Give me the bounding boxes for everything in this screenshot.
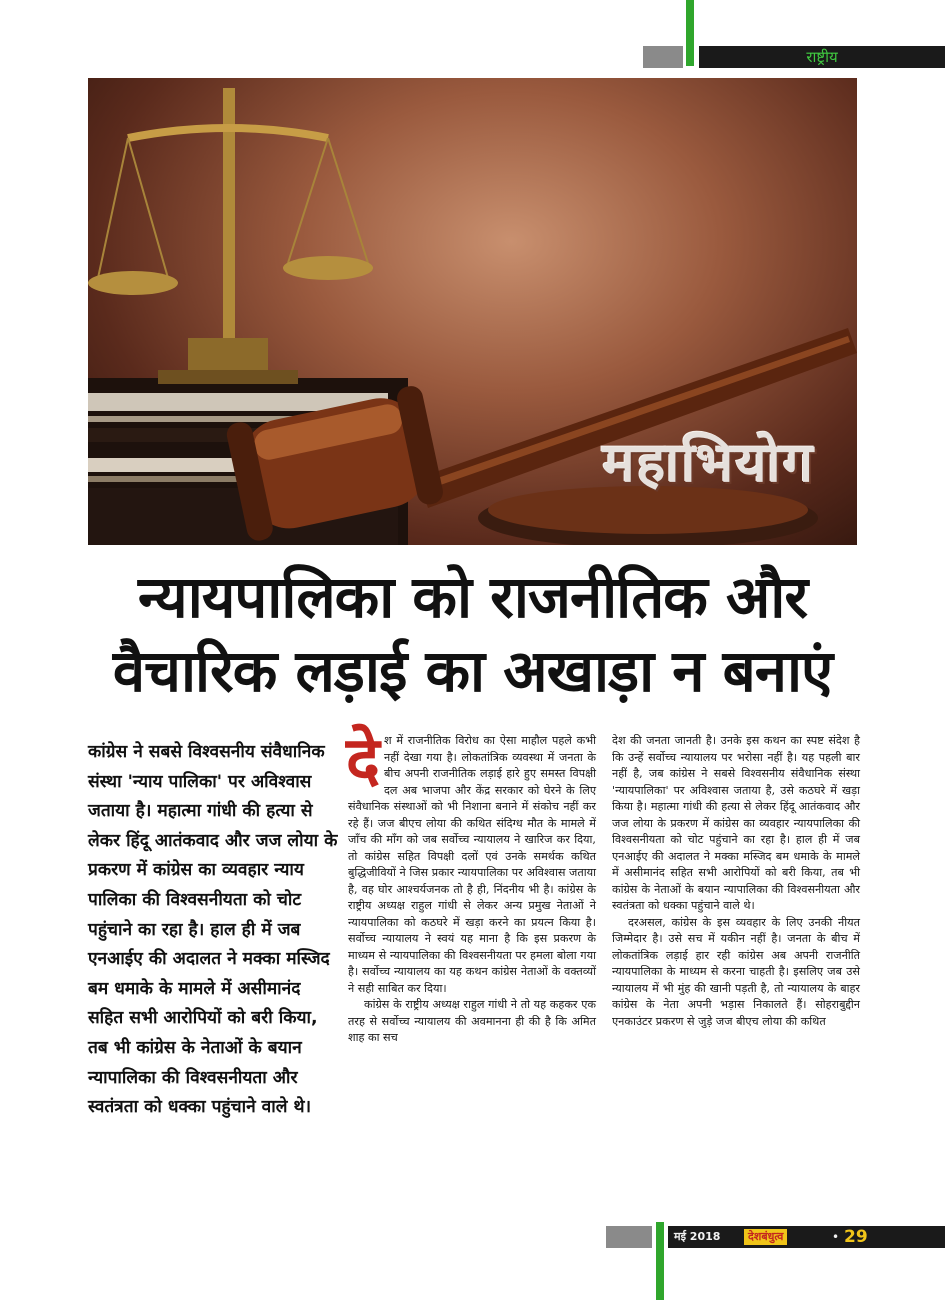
magazine-logo: देशबंधुत्व [744,1229,787,1245]
footer-bar [668,1226,945,1248]
footer-green-line [656,1222,664,1300]
section-label: राष्ट्रीय [806,48,838,66]
body-column-1 [346,724,596,1047]
headline-line-2: वैचारिक लड़ाई का अखाड़ा न बनाएं [112,637,833,705]
body-paragraph [346,724,596,997]
hero-overlay-word: महाभियोग [602,430,815,494]
body-paragraph: दरअसल, कांग्रेस के इस व्यवहार के लिए उनकी नीयत जिम्मेदार है। उसे सच में यकीन नहीं है। जनता के बीच में लोकतांत्रिक लड़ाई हार रही कांग्रेस अब अपनी राजनीति न्यायपालिका के माध्यम से करना चाहती है। इसलिए जब उसे न्यायालय में भी मुंह की खानी पड़ती है, तो न्यायालय के बाहर कांग्रेस के नेता अपनी भड़ास निकालते हैं। सोहराबुद्दीन एनकाउंटर प्रकरण से जुड़े जज बीएच लोया की कथित [612,915,860,1028]
section-bar [699,46,945,68]
drop-cap: दे [346,724,380,798]
page-number: 29 [844,1227,868,1247]
footer-grey-block [606,1226,652,1248]
pullquote-column: कांग्रेस ने सबसे विश्वसनीय संवैधानिक संस्था 'न्याय पालिका' पर अविश्वास जताया है। महात्मा गांधी की हत्या से लेकर हिंदू आतंकवाद और जज लोया के प्रकरण में कांग्रेस का व्यवहार न्याय पालिका की विश्वसनीयता को चोट पहुंचाने का रहा है। हाल ही में जब एनआईए की अदालत ने मक्का मस्जिद बम धमाके के मामले में असीमानंद सहित सभी आरोपियों को बरी किया, तब भी कांग्रेस के नेताओं के बयान न्यापालिका की विश्वसनीयता और स्वतंत्रता को धक्का पहुंचाने वाले थे। [88,742,338,1118]
article-headline [60,560,885,708]
headline-line-1: न्यायपालिका को राजनीतिक और [137,563,808,631]
header-grey-block [643,46,683,68]
body-column-2 [612,733,860,1030]
body-paragraph: कांग्रेस के राष्ट्रीय अध्यक्ष राहुल गांधी ने तो यह कहकर एक तरह से सर्वोच्च न्यायालय की अवमानना ही की है कि अमित शाह का सच [348,998,596,1044]
issue-date: मई 2018 [674,1230,721,1243]
body-paragraph-text: श में राजनीतिक विरोध का ऐसा माहौल पहले कभी नहीं देखा गया है। लोकतांत्रिक व्यवस्था में जनता के बीच अपनी राजनीतिक लड़ाई हारे हुए समस्त विपक्षी दल अब भाजपा और केंद्र सरकार को घेरने के लिए संवैधानिक संस्थाओं को भी निशाना बनाने में संकोच नहीं कर रहे हैं। जज बीएच लोया की कथित संदिग्ध मौत के मामले में जाँच की माँग को जब सर्वोच्च न्यायालय ने खारिज कर दिया, तो कांग्रेस सहित विपक्षी दलों एवं उनके समर्थक कथित बुद्धिजीवियों ने जिस प्रकार न्यायपालिका पर अविश्वास जताया है, वह घोर आश्चर्यजनक तो है ही, निंदनीय भी है। कांग्रेस के राष्ट्रीय अध्यक्ष राहुल गांधी से लेकर अन्य प्रमुख नेताओं ने न्यायपालिका को कठघरे में खड़ा करने का प्रयत्न किया है। सर्वोच्च न्यायालय ने स्वयं यह माना है कि इस प्रकरण के माध्यम से न्यायपालिका की विश्वसनीयता पर हमला बोला गया है। सर्वोच्च न्यायालय का यह कथन कांग्रेस नेताओं के वक्तव्यों ने सही साबित कर दिया। [348,734,596,995]
body-paragraph: देश की जनता जानती है। उनके इस कथन का स्पष्ट संदेश है कि उन्हें सर्वोच्च न्यायालय पर भरोसा नहीं है। यह पहली बार नहीं है, जब कांग्रेस ने सबसे विश्वसनीय संवैधानिक संस्था 'न्यायपालिका' पर अविश्वास जताया है, उसे कठघरे में खड़ा किया है। महात्मा गांधी की हत्या से लेकर हिंदू आतंकवाद और जज लोया के प्रकरण में कांग्रेस का व्यवहार न्यायपालिका की विश्वसनीयता को चोट पहुंचाने का रहा है। हाल ही में जब एनआईए की अदालत ने मक्का मस्जिद बम धमाके के मामले में असीमानंद सहित सभी आरोपियों को बरी किया, तब भी कांग्रेस के नेताओं के बयान न्यापालिका की विश्वसनीयता और स्वतंत्रता को धक्का पहुंचाने वाले थे। [612,734,860,912]
hero-image [88,78,857,545]
footer-bullet: • [832,1230,840,1244]
header-green-line [686,0,694,66]
